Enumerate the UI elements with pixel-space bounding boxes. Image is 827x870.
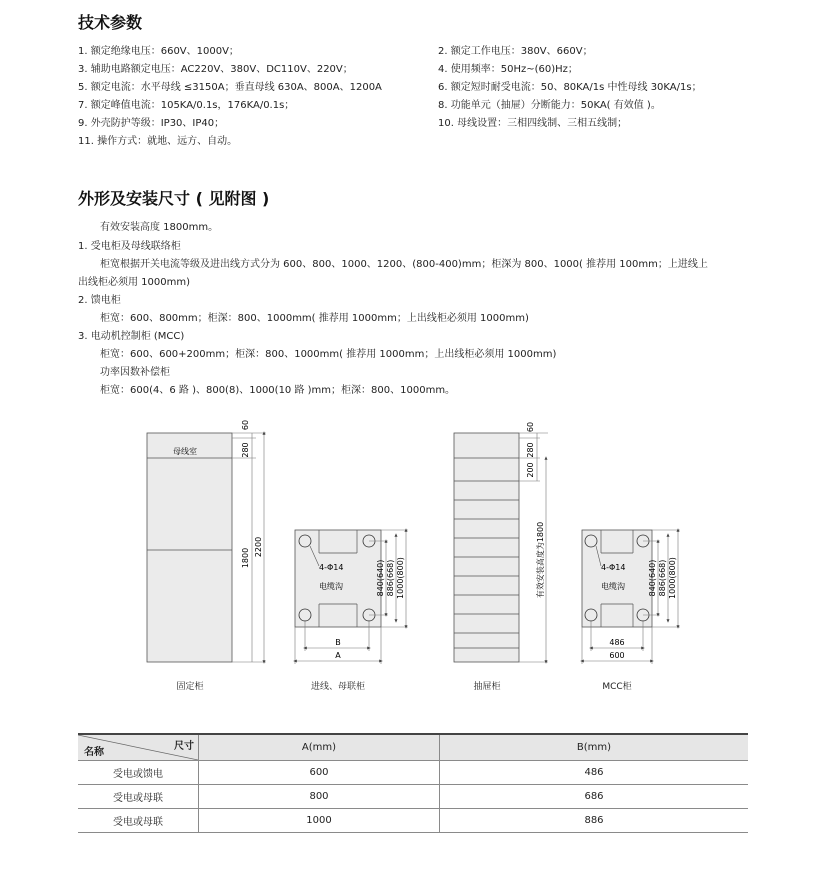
dim-1000: 1000(800) (396, 557, 405, 599)
dimension-table (78, 733, 748, 833)
dim-886: 886(668) (658, 559, 667, 597)
holes-label: 4-Φ14 (601, 563, 626, 572)
corner-name-label: 名称 (84, 747, 104, 758)
dim-a: A (335, 651, 341, 660)
row-a-value: 600 (199, 761, 440, 785)
incoming-cabinet-caption: 进线、母联柜 (310, 682, 366, 692)
column-header-a: A(mm) (199, 734, 440, 761)
section-text: 柜宽：600(4、6 路 )、800(8)、1000(10 路 )mm；柜深：800、1000mm。 (100, 385, 456, 396)
section-subtitle: 功率因数补偿柜 (100, 367, 170, 378)
table-row (78, 785, 748, 809)
section-text: 出线柜必须用 1000mm) (78, 277, 191, 288)
section-text: 柜宽：600、800mm；柜深：800、1000mm( 推荐用 1000mm；上出线柜必须用 1000mm) (100, 313, 529, 324)
busbar-room-label: 母线室 (173, 447, 197, 456)
dim-840: 840(640) (376, 559, 385, 597)
spec-item: 2. 额定工作电压：380V、660V； (438, 46, 593, 57)
spec-item: 10. 母线设置：三相四线制、三相五线制； (438, 118, 628, 129)
table-header-row (78, 734, 748, 761)
row-name: 受电或母联 (78, 809, 199, 833)
dim-1800: 1800 (241, 547, 250, 569)
spec-item: 1. 额定绝缘电压：660V、1000V； (78, 46, 239, 57)
spec-item: 8. 功能单元（抽屉）分断能力：50KA( 有效值 )。 (438, 100, 661, 111)
dim-b: B (335, 638, 341, 647)
dim-effective-height: 有效安装高度为1800 (536, 521, 545, 599)
row-b-value: 686 (440, 785, 749, 809)
section-title: 1. 受电柜及母线联络柜 (78, 241, 181, 252)
row-a-value: 1000 (199, 809, 440, 833)
table-row (78, 809, 748, 833)
dim-1000: 1000(800) (668, 557, 677, 599)
dim-886: 886(668) (386, 559, 395, 597)
spec-item: 7. 额定峰值电流：105KA/0.1s，176KA/0.1s； (78, 100, 295, 111)
spec-item: 6. 额定短时耐受电流：50、80KA/1s 中性母线 30KA/1s； (438, 82, 702, 93)
section-text: 柜宽根据开关电流等级及进出线方式分为 600、800、1000、1200、(800-400)mm；柜深为 800、1000( 推荐用 100mm；上进线上 (100, 259, 708, 270)
corner-size-label: 尺寸 (174, 741, 194, 752)
drawer-cabinet-caption: 抽屉柜 (473, 682, 501, 692)
incoming-cabinet-base-drawing (295, 530, 408, 664)
section-title: 2. 馈电柜 (78, 295, 121, 306)
mcc-cabinet-base-drawing (582, 530, 680, 664)
dimensions-title: 外形及安装尺寸 ( 见附图 ) (78, 189, 270, 208)
fixed-cabinet-caption: 固定柜 (176, 682, 204, 692)
drawer-cabinet-drawing (454, 422, 548, 662)
row-b-value: 486 (440, 761, 749, 785)
cable-trench-label: 电缆沟 (601, 582, 625, 591)
section-text: 柜宽：600、600+200mm；柜深：800、1000mm( 推荐用 1000mm；上出线柜必须用 1000mm) (100, 349, 557, 360)
spec-item: 3. 辅助电路额定电压：AC220V、380V、DC110V、220V； (78, 64, 353, 75)
dim-280: 280 (526, 442, 535, 458)
row-name: 受电或母联 (78, 785, 199, 809)
dim-600: 600 (609, 651, 625, 660)
tech-params-title: 技术参数 (78, 13, 143, 32)
column-header-b: B(mm) (440, 734, 749, 761)
mcc-cabinet-caption: MCC柜 (602, 682, 632, 692)
section-title: 3. 电动机控制柜 (MCC) (78, 331, 185, 342)
table-row (78, 761, 748, 785)
spec-item: 11. 操作方式：就地、远方、自动。 (78, 136, 238, 147)
dim-60: 60 (526, 421, 535, 433)
dim-2200: 2200 (254, 536, 263, 558)
row-a-value: 800 (199, 785, 440, 809)
row-name: 受电或馈电 (78, 761, 199, 785)
dim-280: 280 (241, 442, 250, 458)
row-b-value: 886 (440, 809, 749, 833)
dim-200: 200 (526, 462, 535, 478)
cable-trench-label: 电缆沟 (319, 582, 343, 591)
table-corner-cell (78, 734, 199, 761)
fixed-cabinet-drawing (147, 420, 266, 662)
spec-item: 4. 使用频率：50Hz~(60)Hz； (438, 64, 578, 75)
spec-item: 9. 外壳防护等级：IP30、IP40； (78, 118, 225, 129)
install-height-note: 有效安装高度 1800mm。 (100, 222, 219, 233)
dim-60: 60 (241, 419, 250, 431)
holes-label: 4-Φ14 (319, 563, 344, 572)
dim-840: 840(640) (648, 559, 657, 597)
dim-486: 486 (609, 638, 625, 647)
spec-item: 5. 额定电流：水平母线 ≤3150A；垂直母线 630A、800A、1200A (78, 82, 382, 93)
